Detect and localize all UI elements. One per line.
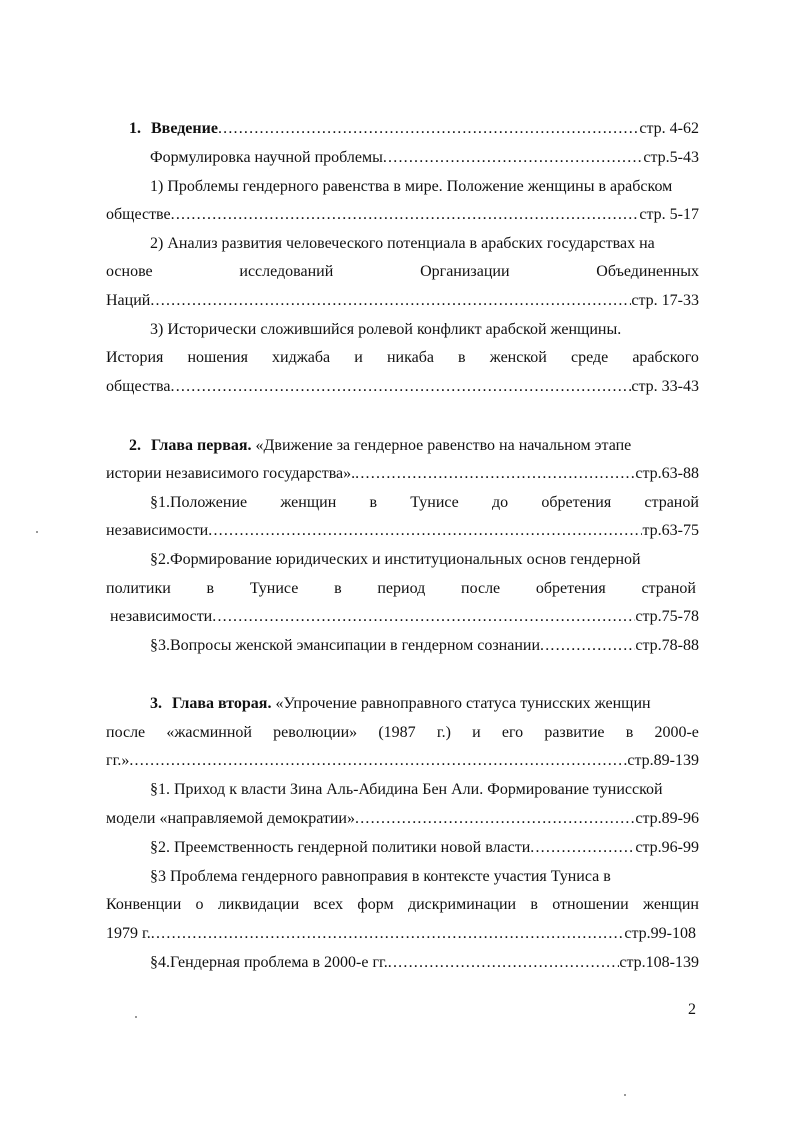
word: в — [334, 580, 342, 597]
leader-dots — [212, 606, 635, 628]
page-range: стр.89-96 — [635, 810, 699, 827]
page-range: стр.99-108 — [624, 925, 696, 942]
word: развитие — [544, 724, 605, 741]
toc-ch2-par3-line3[interactable] — [106, 923, 696, 945]
section-number: 2. — [129, 437, 141, 454]
toc-chapter2-title-line2 — [106, 722, 699, 744]
word: (1987 — [378, 724, 416, 741]
word: после — [106, 724, 146, 741]
word: революции» — [273, 724, 358, 741]
chapter-title: «Движение за гендерное равенство на начальном этапе — [255, 437, 632, 454]
toc-ch2-par1-line2[interactable] — [106, 808, 699, 830]
page-range: стр.89-139 — [627, 752, 699, 769]
page-range: стр. 17-33 — [631, 292, 699, 309]
word: его — [501, 724, 524, 741]
page-range: стр. 4-62 — [639, 120, 699, 137]
word: политики — [106, 580, 171, 597]
leader-dots — [171, 376, 632, 398]
toc-ch2-par1-line1: §1. Приход к власти Зина Аль-Абидина Бен Али. Формирование тунисской — [150, 781, 663, 798]
word: страной — [641, 580, 696, 597]
leader-dots — [171, 204, 640, 226]
word: г.) — [436, 724, 451, 741]
toc-entry-introduction[interactable] — [129, 118, 699, 140]
toc-ch2-par2[interactable] — [150, 837, 699, 859]
word: §1.Положение — [150, 494, 248, 511]
word: основе — [106, 263, 153, 280]
word: после — [461, 580, 501, 597]
entry-text: общества — [106, 378, 171, 395]
toc-entry-item3-line2 — [106, 347, 699, 369]
word: отношении — [552, 896, 629, 913]
word: Тунисе — [249, 580, 299, 597]
toc-entry-item1-line2[interactable] — [106, 204, 699, 226]
word: среде — [570, 349, 609, 366]
word: в — [369, 494, 378, 511]
word: дискриминации — [407, 896, 517, 913]
toc-ch2-par4[interactable] — [150, 952, 699, 974]
word: Конвенции — [106, 896, 182, 913]
page-number: 2 — [688, 1001, 696, 1018]
word: Объединенных — [596, 263, 699, 280]
section-number: 3. — [150, 695, 162, 712]
word: ликвидации — [217, 896, 300, 913]
toc-chapter1-title-line1[interactable] — [129, 435, 699, 457]
toc-entry-problem-statement[interactable] — [150, 147, 699, 169]
word: всех — [313, 896, 344, 913]
entry-text: независимости — [110, 608, 213, 625]
chapter-title: «Упрочение равноправного статуса тунисских женщин — [275, 695, 651, 712]
word: в — [206, 580, 215, 597]
toc-entry-item3-line3[interactable] — [106, 376, 699, 398]
leader-dots — [355, 808, 635, 830]
toc-entry-item3-line1: 3) Исторически сложившийся ролевой конфликт арабской женщины. — [150, 321, 622, 338]
leader-dots — [530, 837, 635, 859]
leader-dots — [129, 750, 627, 772]
toc-entry-item2-line1: 2) Анализ развития человеческого потенциала в арабских государствах на — [150, 235, 655, 252]
toc-chapter2-title-line1[interactable] — [150, 693, 699, 715]
word: и — [354, 349, 363, 366]
entry-text: независимости — [106, 522, 209, 539]
entry-text: §4.Гендерная проблема в 2000-е гг. — [150, 954, 388, 971]
page-range: стр. 5-17 — [639, 206, 699, 223]
section-number: 1. — [129, 120, 141, 137]
section-title: Введение — [151, 120, 218, 137]
toc-ch1-par1-line2[interactable] — [106, 520, 699, 542]
word: Организации — [420, 263, 510, 280]
page-range: стр.5-43 — [643, 149, 699, 166]
word: до — [492, 494, 509, 511]
page-range: стр. 33-43 — [631, 378, 699, 395]
entry-text: модели «направляемой демократии» — [106, 810, 355, 827]
word: форм — [357, 896, 394, 913]
word: период — [377, 580, 426, 597]
word: в — [458, 349, 466, 366]
leader-dots — [151, 923, 625, 945]
toc-ch2-par3-line1: §3 Проблема гендерного равноправия в контексте участия Туниса в — [150, 868, 611, 885]
leader-dots — [218, 118, 639, 140]
entry-text: гг.» — [106, 752, 130, 769]
entry-text: Наций — [106, 292, 151, 309]
scan-speck — [135, 1016, 137, 1018]
word: хиджаба — [272, 349, 331, 366]
entry-text: истории независимого государства». — [106, 465, 356, 482]
leader-dots — [383, 147, 644, 169]
toc-entry-item2-line2 — [106, 261, 699, 283]
word: обретения — [535, 580, 606, 597]
word: в — [625, 724, 634, 741]
word: Тунисе — [410, 494, 459, 511]
toc-chapter1-title-line2[interactable] — [106, 463, 699, 485]
word: 2000-е — [654, 724, 699, 741]
toc-ch1-par1-line1 — [150, 492, 699, 514]
entry-text: Формулировка научной проблемы — [150, 149, 383, 166]
entry-text: §3.Вопросы женской эмансипации в гендерном сознании — [150, 637, 541, 654]
scan-speck — [624, 1094, 626, 1096]
toc-ch1-par3[interactable] — [150, 635, 699, 657]
word: о — [195, 896, 204, 913]
page-range: стр.75-78 — [635, 608, 699, 625]
toc-ch1-par2-line3[interactable] — [110, 606, 699, 628]
word: ношения — [187, 349, 248, 366]
word: арабского — [632, 349, 699, 366]
word: женской — [489, 349, 547, 366]
word: в — [530, 896, 538, 913]
page-range: стр.96-99 — [635, 839, 699, 856]
entry-text: обществе — [106, 206, 171, 223]
leader-dots — [540, 635, 635, 657]
chapter-label: Глава вторая. — [172, 695, 272, 712]
leader-dots — [150, 290, 631, 312]
toc-ch1-par2-line2 — [106, 578, 696, 600]
word: женщин — [280, 494, 337, 511]
leader-dots — [208, 520, 642, 542]
word: женщин — [642, 896, 699, 913]
word: страной — [644, 494, 699, 511]
toc-entry-item2-line3[interactable] — [106, 290, 699, 312]
entry-text: 1979 г. — [106, 925, 151, 942]
toc-ch2-par3-line2 — [106, 894, 699, 916]
word: исследований — [239, 263, 334, 280]
entry-text: §2. Преемственность гендерной политики новой власти — [150, 839, 531, 856]
toc-chapter2-title-line3[interactable] — [106, 750, 699, 772]
chapter-label: Глава первая. — [151, 437, 252, 454]
page-range: стр.108-139 — [619, 954, 699, 971]
toc-entry-item1-line1: 1) Проблемы гендерного равенства в мире. Положение женщины в арабском — [150, 178, 673, 195]
word: никаба — [386, 349, 434, 366]
leader-dots — [388, 952, 620, 974]
scan-speck — [36, 531, 38, 533]
word: обретения — [541, 494, 612, 511]
word: «жасминной — [166, 724, 252, 741]
page-range: стр.63-88 — [635, 465, 699, 482]
page-range: стр.78-88 — [635, 637, 699, 654]
word: и — [472, 724, 481, 741]
leader-dots — [355, 463, 635, 485]
toc-ch1-par2-line1: §2.Формирование юридических и институциональных основ гендерной — [150, 551, 641, 568]
page-range: тр.63-75 — [642, 522, 699, 539]
word: История — [106, 349, 164, 366]
